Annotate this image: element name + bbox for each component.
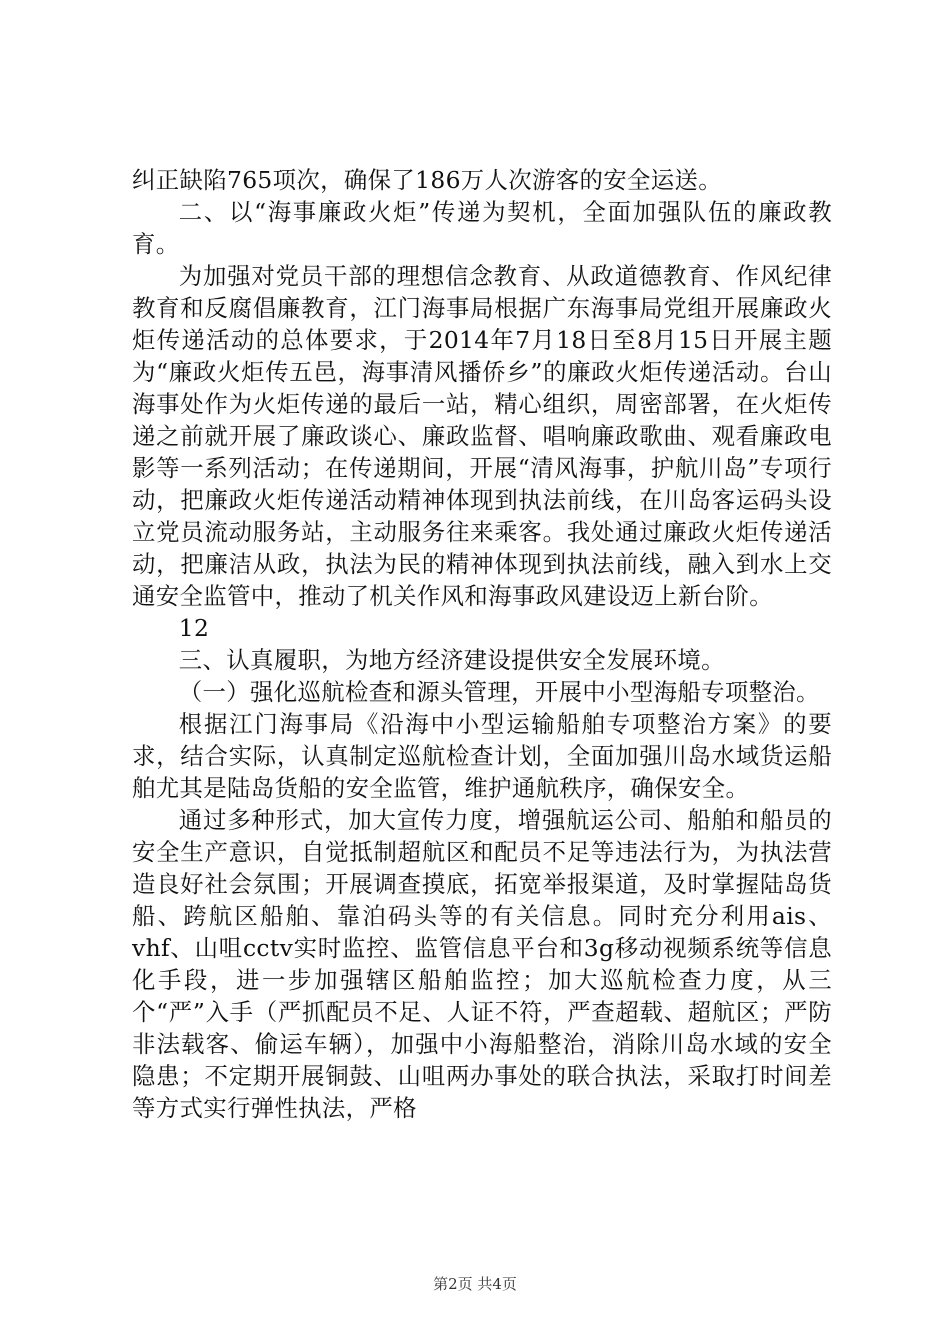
paragraph-number: 12 bbox=[178, 614, 210, 642]
paragraph-publicity-and-patrol: 通过多种形式，加大宣传力度，增强航运公司、船舶和船员的安全生产意识，自觉抵制超航区和配员不足等违法行为，为执法营造良好社会氛围；开展调查摸底，拓宽举报渠道，及时掌握陆岛货船、跨航区船舶、靠泊码头等的有关信息。同时充分利用ais、vhf、山咀cctv实时监控、监管信息平台和3g移动视频系统等信息化手段，进一步加强辖区船舶监控；加大巡航检查力度，从三个“严”入手（严抓配员不足、人证不符，严查超载、超航区；严防非法载客、偷运车辆），加强中小海船整治，消除川岛水域的安全隐患；不定期开展铜鼓、山咀两办事处的联合执法，采取打时间差等方式实行弹性执法，严格 bbox=[132, 806, 832, 1122]
subsection-heading-1: （一）强化巡航检查和源头管理，开展中小型海船专项整治。 bbox=[178, 678, 820, 706]
document-body bbox=[132, 164, 832, 1124]
paragraph-rectification-plan: 根据江门海事局《沿海中小型运输船舶专项整治方案》的要求，结合实际，认真制定巡航检查计划，全面加强川岛水域货运船舶尤其是陆岛货船的安全监管，维护通航秩序，确保安全。 bbox=[132, 710, 832, 802]
page-number-footer: 第2页 共4页 bbox=[433, 1275, 517, 1293]
paragraph-torch-relay: 为加强对党员干部的理想信念教育、从政道德教育、作风纪律教育和反腐倡廉教育，江门海事局根据广东海事局党组开展廉政火炬传递活动的总体要求，于2014年7月18日至8月15日开展主题为“廉政火炬传五邑，海事清风播侨乡”的廉政火炬传递活动。台山海事处作为火炬传递的最后一站，精心组织，周密部署，在火炬传递之前就开展了廉政谈心、廉政监督、唱响廉政歌曲、观看廉政电影等一系列活动；在传递期间，开展“清风海事，护航川岛”专项行动，把廉政火炬传递活动精神体现到执法前线，在川岛客运码头设立党员流动服务站，主动服务往来乘客。我处通过廉政火炬传递活动，把廉洁从政，执法为民的精神体现到执法前线，融入到水上交通安全监管中，推动了机关作风和海事政风建设迈上新台阶。 bbox=[132, 262, 832, 610]
paragraph-continuation: 纠正缺陷765项次，确保了186万人次游客的安全运送。 bbox=[132, 166, 722, 194]
section-heading-2: 二、以“海事廉政火炬”传递为契机，全面加强队伍的廉政教育。 bbox=[132, 198, 832, 258]
section-heading-3: 三、认真履职，为地方经济建设提供安全发展环境。 bbox=[178, 646, 725, 674]
